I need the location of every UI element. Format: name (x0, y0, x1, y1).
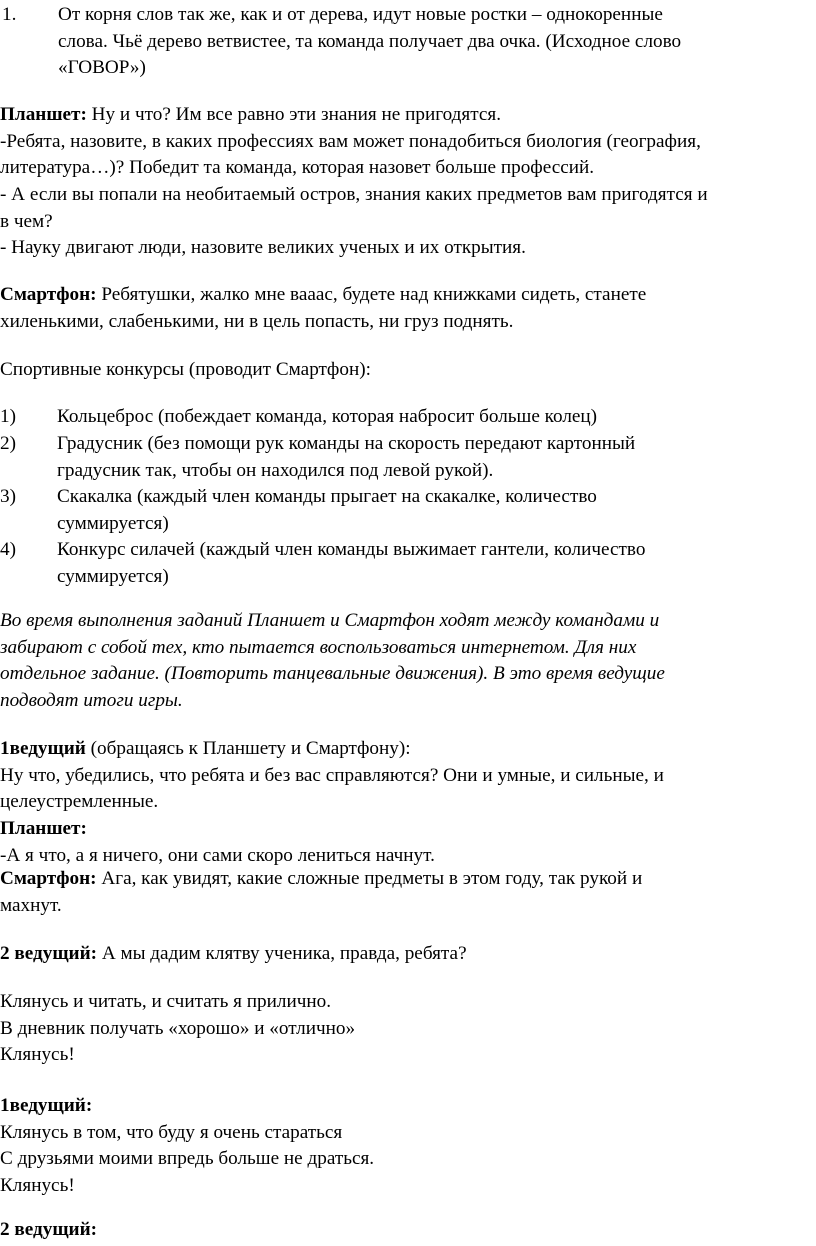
note-line: Во время выполнения заданий Планшет и Смартфон ходят между командами и (0, 610, 660, 631)
text-line: суммируется) (57, 512, 169, 534)
speaker-label: Планшет: (0, 104, 87, 125)
text-line: суммируется) (57, 565, 169, 587)
speaker-label: Смартфон: (0, 868, 97, 889)
stage-direction-note (0, 608, 816, 715)
text-line: градусник так, чтобы он находился под левой рукой). (57, 459, 494, 481)
speaker-label: 1ведущий (0, 738, 86, 759)
text-line: Градусник (без помощи рук команды на скорость передают картонный (57, 433, 636, 454)
note-line: забирают с собой тех, кто пытается воспользоваться интернетом. Для них (0, 636, 637, 658)
smartphone-reply (0, 866, 816, 919)
list-number: 2) (0, 433, 16, 454)
verse-line: В дневник получать «хорошо» и «отлично» (0, 1017, 356, 1039)
text-line: От корня слов так же, как и от дерева, идут новые ростки – однокоренные (58, 4, 663, 25)
speech-text: Ну и что? Им все равно эти знания не пригодятся. (86, 104, 502, 125)
list-text (57, 431, 635, 484)
paragraph-line: - А если вы попали на необитаемый остров, знания каких предметов вам пригодятся и (0, 184, 708, 206)
list-number: 1) (0, 406, 16, 427)
speaker-label: Смартфон: (0, 284, 97, 305)
speech-text: Ребятушки, жалко мне вааас, будете над книжками сидеть, станете (96, 284, 647, 305)
speech-text: Ага, как увидят, какие сложные предметы в этом году, так рукой и (96, 868, 643, 889)
verse-line: Клянусь и читать, и считать я прилично. (0, 991, 332, 1012)
text-line: слова. Чьё дерево ветвистее, та команда получает два очка. (Исходное слово (58, 30, 682, 52)
verse-line: Клянусь! (0, 1044, 75, 1066)
speaker-label: Планшет: (0, 818, 87, 839)
paragraph-line (0, 102, 816, 129)
verse-line: Клянусь! (0, 1175, 75, 1197)
planshet-block (0, 102, 816, 262)
host1-dialog (0, 736, 816, 816)
planshet-reply (0, 816, 816, 869)
text-line: Скакалка (каждый член команды прыгает на скакалке, количество (57, 486, 597, 507)
host1-oath (0, 1093, 816, 1200)
verse-line: Клянусь в том, что буду я очень стараться (0, 1121, 343, 1143)
speech-text: А мы дадим клятву ученика, правда, ребята? (97, 943, 467, 964)
paragraph-line: Ну что, убедились, что ребята и без вас справляются? Они и умные, и сильные, и (0, 764, 664, 786)
sport-contests-title (0, 357, 816, 384)
note-line: подводят итоги игры. (0, 690, 183, 712)
paragraph-line: -А я что, а я ничего, они сами скоро лениться начнут. (0, 844, 435, 866)
paragraph-line (0, 736, 816, 763)
heading-text: Спортивные конкурсы (проводит Смартфон): (0, 359, 371, 380)
smartphone-block (0, 282, 816, 335)
paragraph-line: махнут. (0, 894, 62, 916)
paragraph-line (0, 282, 816, 309)
speaker-line (0, 816, 816, 843)
host2-oath (0, 941, 816, 968)
text-line: «ГОВОР») (58, 57, 146, 79)
paragraph-line (0, 866, 816, 893)
list-text (57, 404, 597, 431)
verse-line: С друзьями моими впредь больше не драться. (0, 1148, 375, 1170)
paragraph-line: литература…)? Победит та команда, которая назовет больше профессий. (0, 157, 595, 179)
speaker-label: 1ведущий: (0, 1095, 93, 1116)
list-text (58, 2, 681, 82)
paragraph-line: хиленькими, слабенькими, ни в цель попасть, ни груз поднять. (0, 310, 514, 332)
text-line: Кольцеброс (побеждает команда, которая набросит больше колец) (57, 406, 598, 427)
speaker-label: 2 ведущий: (0, 943, 98, 964)
oath-verse (0, 989, 816, 1069)
paragraph-line: -Ребята, назовите, в каких профессиях вам может понадобиться биология (география, (0, 130, 701, 152)
paragraph-line: целеустремленные. (0, 791, 159, 813)
text-line: Конкурс силачей (каждый член команды выжимает гантели, количество (57, 539, 646, 560)
speaker-line (0, 1217, 816, 1244)
list-number: 4) (0, 539, 16, 560)
paragraph-line: - Науку двигают люди, назовите великих ученых и их открытия. (0, 237, 526, 259)
speech-text: (обращаясь к Планшету и Смартфону): (85, 738, 411, 759)
list-number: 3) (0, 486, 16, 507)
list-number: 1. (2, 4, 17, 25)
speaker-label: 2 ведущий: (0, 1219, 98, 1240)
paragraph-line (0, 941, 816, 968)
list-text (57, 484, 597, 537)
note-line: отдельное задание. (Повторить танцевальные движения). В это время ведущие (0, 663, 665, 685)
paragraph-line: в чем? (0, 210, 53, 232)
host2-final (0, 1217, 816, 1244)
speaker-line (0, 1093, 816, 1120)
list-text (57, 537, 645, 590)
